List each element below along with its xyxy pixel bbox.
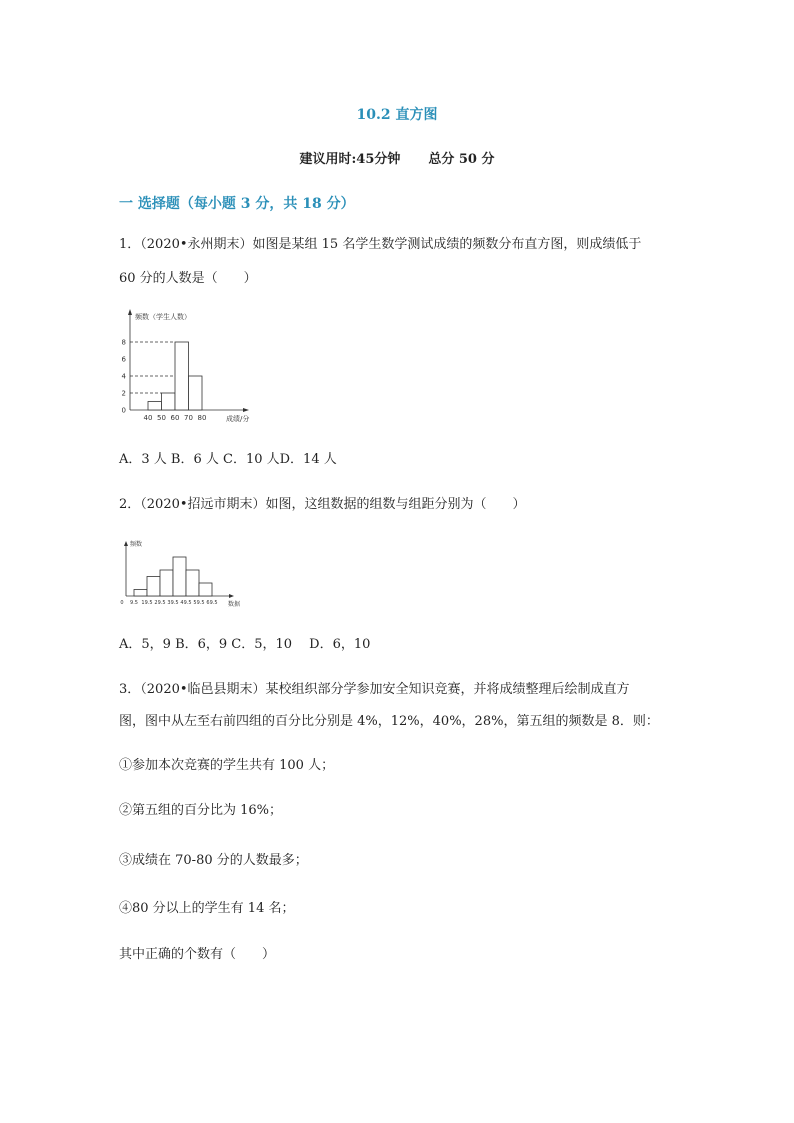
q3-stem-line2: 图，图中从左至右前四组的百分比分别是 4%，12%，40%，28%，第五组的频数是 8．则：	[119, 714, 659, 729]
y-axis-arrow	[124, 541, 128, 546]
histogram-1-y-tick: 2	[121, 389, 126, 398]
q3-question: 其中正确的个数有（ ）	[119, 947, 276, 962]
y-axis-label: 频数（学生人数）	[135, 313, 191, 321]
histogram-1-x-tick: 40	[143, 414, 153, 422]
histogram-1-x-tick: 70	[184, 414, 193, 422]
histogram-1-x-tick: 50	[157, 414, 166, 422]
histogram-1-bar	[162, 393, 176, 410]
histogram-2-x-tick: 39.5	[167, 600, 179, 606]
histogram-2-bar	[199, 583, 212, 596]
x-axis-label: 成绩/分	[226, 415, 250, 423]
histogram-1-bar	[189, 376, 203, 410]
histogram-2-x-tick: 59.5	[193, 600, 205, 606]
histogram-2-bar	[147, 577, 160, 597]
page-title: 10.2 直方图	[356, 107, 438, 123]
q2-stem: 2．（2020•招远市期末）如图，这组数据的组数与组距分别为（ ）	[119, 497, 526, 512]
histogram-2-bar	[160, 570, 173, 596]
y-axis-label: 频数	[130, 541, 143, 548]
histogram-2-x-tick: 0	[120, 600, 124, 606]
q2-options: A．5，9 B．6，9 C．5，10 D．6，10	[119, 637, 371, 652]
histogram-1-x-tick: 80	[197, 414, 207, 422]
q1-options: A．3 人 B．6 人 C．10 人D．14 人	[119, 452, 337, 467]
histogram-1-y-tick: 0	[121, 406, 126, 415]
histogram-2-x-tick: 49.5	[180, 600, 192, 606]
histogram-2-bar	[173, 557, 186, 596]
y-axis-arrow	[128, 309, 132, 315]
histogram-2-x-tick: 69.5	[206, 600, 218, 606]
histogram-2-bar	[134, 590, 147, 597]
histogram-1-x-tick: 60	[170, 414, 180, 422]
q1-stem-line2: 60 分的人数是（ ）	[119, 271, 257, 286]
histogram-2-x-tick: 9.5	[130, 600, 138, 606]
q3-statement-4: ④80 分以上的学生有 14 名；	[119, 901, 295, 916]
x-axis-label: 数据	[228, 601, 241, 608]
histogram-2-x-tick: 29.5	[154, 600, 166, 606]
histogram-1-bar	[148, 402, 162, 411]
q3-statement-1: ①参加本次竞赛的学生共有 100 人；	[119, 758, 335, 773]
histogram-2	[112, 538, 252, 610]
histogram-2-x-tick: 19.5	[141, 600, 153, 606]
histogram-1-bar	[175, 342, 189, 410]
histogram-1	[110, 305, 270, 425]
histogram-1-y-tick: 8	[121, 338, 126, 347]
histogram-2-bar	[186, 570, 199, 596]
x-axis-arrow	[229, 594, 234, 598]
total-score: 总分 50 分	[428, 152, 495, 167]
q3-stem-line1: 3．（2020•临邑县期末）某校组织部分学参加安全知识竞赛，并将成绩整理后绘制成直方	[119, 682, 630, 697]
histogram-1-y-tick: 4	[121, 372, 126, 381]
x-axis-arrow	[243, 408, 249, 412]
exam-info	[0, 148, 794, 167]
suggested-time: 建议用时:45分钟	[299, 152, 401, 167]
section-heading: 一 选择题（每小题 3 分，共 18 分）	[119, 196, 355, 212]
histogram-1-y-tick: 6	[121, 355, 126, 364]
q3-statement-3: ③成绩在 70-80 分的人数最多；	[119, 853, 308, 868]
q1-stem-line1: 1．（2020•永州期末）如图是某组 15 名学生数学测试成绩的频数分布直方图，则成绩低于	[119, 237, 642, 252]
q3-statement-2: ②第五组的百分比为 16%；	[119, 803, 283, 818]
